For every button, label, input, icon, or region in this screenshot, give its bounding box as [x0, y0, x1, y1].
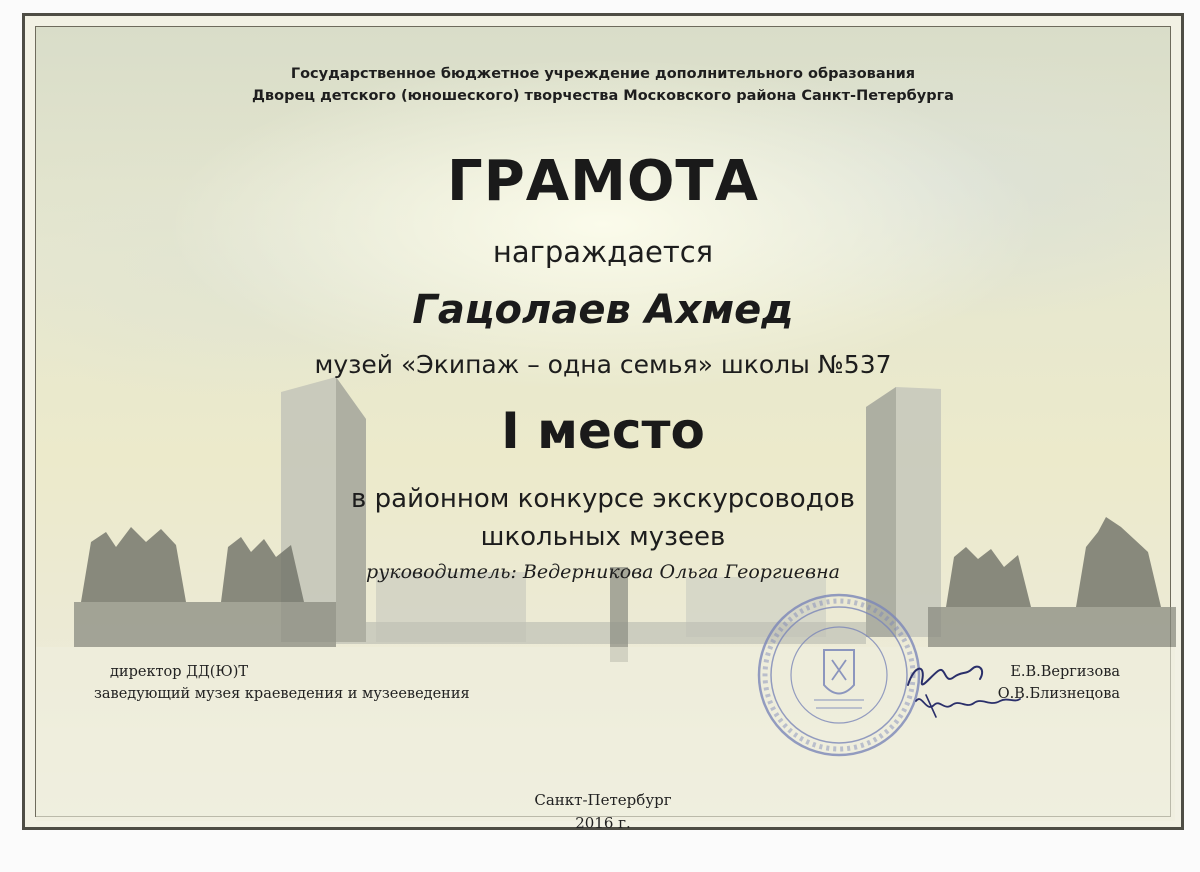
director-role: директор ДД(Ю)Т	[110, 664, 249, 680]
certificate-sheet	[22, 13, 1184, 830]
issuer-line-1: Государственное бюджетное учреждение дополнительного образования	[290, 66, 916, 82]
signatory-roles	[94, 661, 470, 705]
certificate-title: ГРАМОТА	[447, 149, 759, 214]
director-name: Е.В.Вергизова	[1010, 664, 1120, 680]
issue-year: 2016 г.	[575, 814, 631, 832]
issue-city: Санкт-Петербург	[534, 791, 672, 809]
awarded-label: награждается	[492, 235, 714, 269]
recipient-organization: музей «Экипаж – одна семья» школы №537	[314, 350, 892, 379]
handwritten-signature-icon	[896, 655, 1026, 725]
museum-head-name: О.В.Близнецова	[997, 686, 1120, 702]
contest-line-2: школьных музеев	[480, 522, 726, 552]
issuer-line-2: Дворец детского (юношеского) творчества Московского района Санкт-Петербурга	[252, 88, 954, 104]
issue-place-date	[36, 789, 1170, 835]
award-place: I место	[501, 402, 705, 460]
contest-line-1: в районном конкурсе экскурсоводов	[351, 484, 855, 514]
contest-description	[36, 480, 1170, 556]
certificate-inner-frame	[35, 26, 1171, 832]
leader-line: руководитель: Ведерникова Ольга Георгиевна	[366, 561, 840, 583]
recipient-name: Гацолаев Ахмед	[412, 287, 794, 333]
issuer-header	[36, 63, 1170, 107]
museum-head-role: заведующий музея краеведения и музееведения	[94, 686, 470, 702]
